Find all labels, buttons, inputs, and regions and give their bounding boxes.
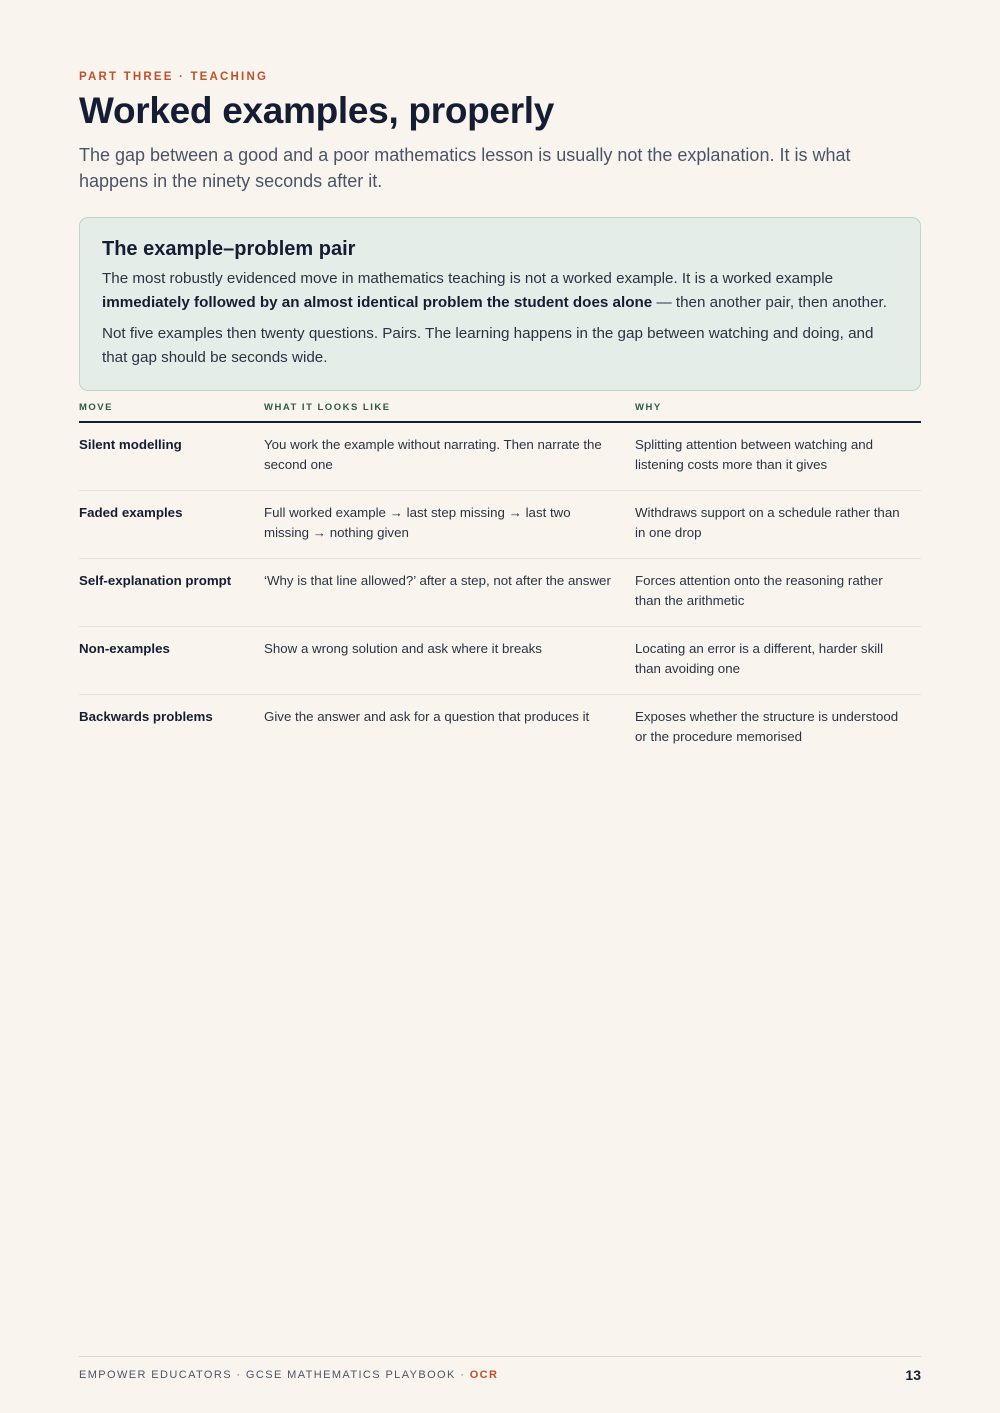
page-footer	[79, 1367, 921, 1383]
callout-text: The most robustly evidenced move in mathematics teaching is not a worked example. It is a worked example	[102, 270, 834, 287]
footer-text: EMPOWER EDUCATORS · GCSE MATHEMATICS PLAYBOOK ·	[79, 1369, 470, 1381]
page-lede: The gap between a good and a poor mathematics lesson is usually not the explanation. It is what happens in the ninety seconds after it.	[79, 145, 851, 191]
section-eyebrow: PART THREE · TEACHING	[79, 71, 269, 83]
table-row	[79, 491, 921, 559]
cell-looks: Give the answer and ask for a question that produces it	[264, 709, 590, 724]
table-row	[79, 627, 921, 695]
cell-why: Locating an error is a different, harder skill than avoiding one	[635, 627, 921, 695]
example-problem-callout	[79, 217, 921, 391]
callout-paragraph-2: Not five examples then twenty questions. Pairs. The learning happens in the gap between watching and doing, and that gap should be seconds wide.	[102, 325, 874, 366]
header-looks: WHAT IT LOOKS LIKE	[264, 402, 635, 422]
cell-why: Exposes whether the structure is understood or the procedure memorised	[635, 709, 899, 744]
page-number: 13	[905, 1367, 921, 1383]
cell-looks: ‘Why is that line allowed?’ after a step, not after the answer	[264, 559, 635, 627]
page-title: Worked examples, properly	[79, 90, 555, 131]
header-move: MOVE	[79, 402, 264, 422]
callout-emphasis: immediately followed by an almost identical problem the student does alone	[102, 293, 653, 311]
callout-paragraph-1	[102, 267, 898, 314]
table-row	[79, 695, 921, 763]
moves-table	[79, 402, 921, 762]
cell-looks: Full worked example → last step missing → last two missing → nothing given	[264, 491, 635, 559]
cell-move: Faded examples	[79, 491, 264, 559]
header-why: WHY	[635, 402, 921, 422]
cell-looks: Show a wrong solution and ask where it breaks	[264, 627, 635, 695]
table-row	[79, 422, 921, 491]
table-row	[79, 559, 921, 627]
document-page	[79, 0, 921, 1413]
table-header-row	[79, 402, 921, 422]
cell-move: Non-examples	[79, 627, 264, 695]
footer-credit	[79, 1369, 498, 1381]
cell-why: Forces attention onto the reasoning rather than the arithmetic	[635, 559, 921, 627]
callout-title: The example–problem pair	[102, 238, 356, 260]
cell-move: Self-explanation prompt	[79, 559, 264, 627]
cell-move: Silent modelling	[79, 422, 264, 491]
callout-text: — then another pair, then another.	[652, 293, 887, 311]
cell-looks: You work the example without narrating. Then narrate the second one	[264, 422, 635, 491]
footer-divider	[79, 1356, 921, 1357]
cell-why: Splitting attention between watching and listening costs more than it gives	[635, 422, 921, 491]
cell-why: Withdraws support on a schedule rather than in one drop	[635, 491, 921, 559]
cell-move: Backwards problems	[79, 709, 213, 724]
footer-board: OCR	[469, 1369, 499, 1381]
